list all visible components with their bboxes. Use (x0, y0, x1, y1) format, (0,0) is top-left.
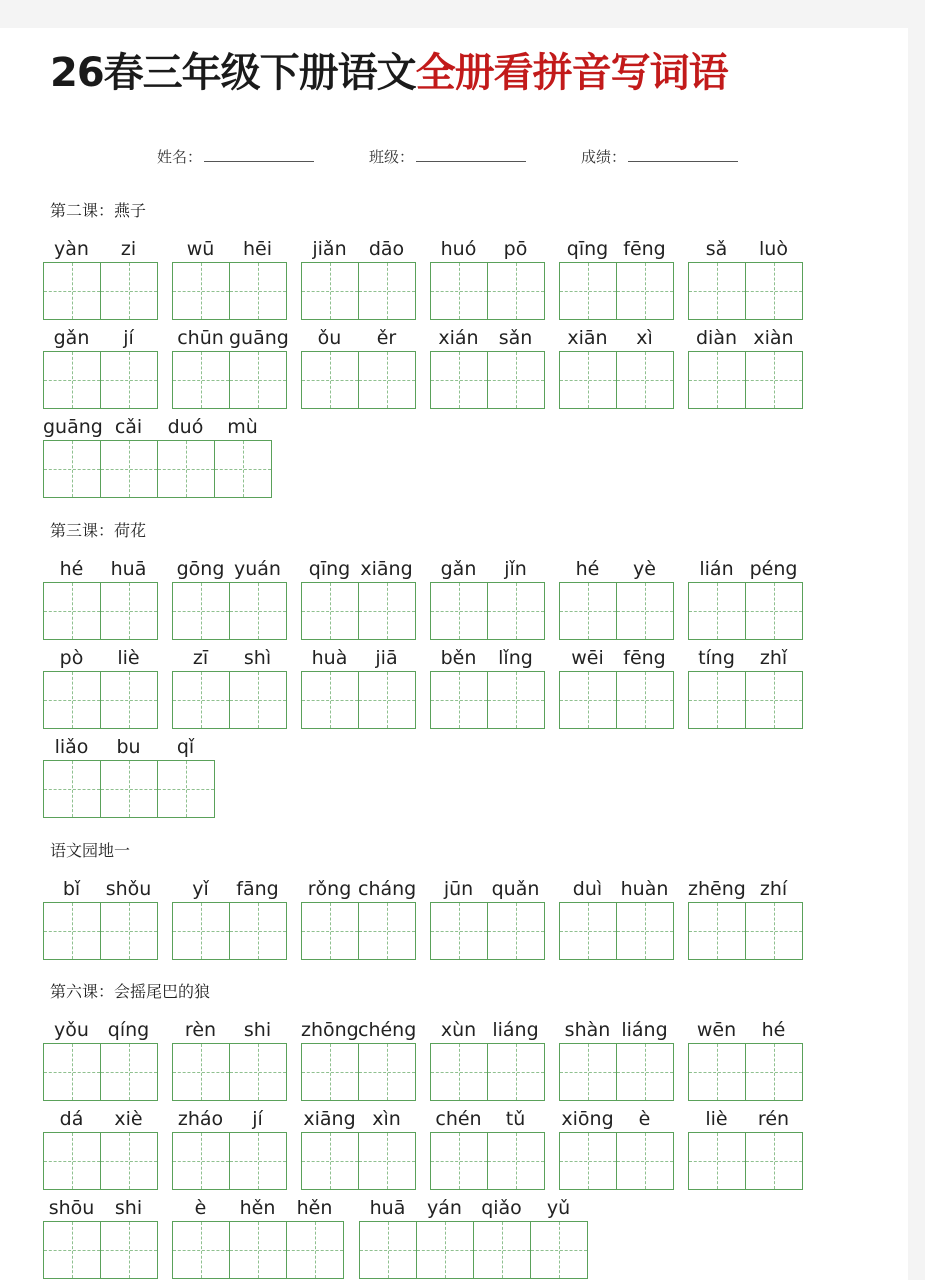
pinyin-label: huā (369, 1197, 406, 1219)
name-field (157, 146, 314, 170)
pinyin-label: yuán (234, 558, 281, 580)
pinyin-label: fēng (623, 238, 666, 260)
pinyin-label: fēng (623, 647, 666, 669)
word-item (301, 1108, 416, 1191)
pinyin-label: gǎn (53, 327, 90, 349)
pinyin-label: huàn (620, 878, 669, 900)
writing-box[interactable] (100, 671, 158, 729)
pinyin-label: bǐ (62, 878, 81, 900)
pinyin-label: sǎn (498, 327, 533, 349)
pinyin-label: zhēng (688, 878, 746, 900)
writing-box[interactable] (487, 582, 545, 640)
writing-box[interactable] (358, 1043, 416, 1101)
writing-box[interactable] (301, 262, 359, 320)
pinyin-label: shi (114, 1197, 143, 1219)
writing-box[interactable] (229, 262, 287, 320)
name-blank[interactable] (204, 147, 314, 162)
pinyin-label: chéng (358, 1019, 417, 1041)
word-item (43, 1197, 158, 1280)
pinyin-label: zhí (759, 878, 788, 900)
writing-box[interactable] (487, 902, 545, 960)
word-item (559, 1019, 674, 1102)
pinyin-label: pō (503, 238, 528, 260)
writing-box[interactable] (745, 902, 803, 960)
writing-box[interactable] (559, 351, 617, 409)
writing-box[interactable] (43, 440, 101, 498)
writing-box[interactable] (530, 1221, 588, 1279)
writing-box[interactable] (616, 1043, 674, 1101)
word-item (301, 878, 416, 961)
word-item (172, 238, 287, 321)
word-item (172, 647, 287, 730)
word-item (430, 238, 545, 321)
writing-box[interactable] (559, 582, 617, 640)
pinyin-label: yàn (54, 238, 89, 260)
writing-box[interactable] (559, 1132, 617, 1190)
writing-box[interactable] (100, 1043, 158, 1101)
pinyin-label: qiǎo (481, 1197, 522, 1219)
word-item (43, 558, 158, 641)
pinyin-label: sǎ (705, 238, 728, 260)
writing-box[interactable] (172, 902, 230, 960)
pinyin-label: tíng (698, 647, 735, 669)
section-heading: 第二课：燕子 (50, 201, 147, 220)
word-item (430, 1108, 545, 1191)
word-item (430, 878, 545, 961)
pinyin-label: luò (759, 238, 788, 260)
pinyin-label: xì (636, 327, 653, 349)
writing-box[interactable] (43, 1132, 101, 1190)
word-item (559, 878, 674, 961)
pinyin-label: yǐ (192, 878, 209, 900)
writing-box[interactable] (172, 262, 230, 320)
pinyin-label: dá (59, 1108, 84, 1130)
writing-box[interactable] (559, 902, 617, 960)
word-item (559, 1108, 674, 1191)
pinyin-label: zī (192, 647, 209, 669)
writing-box[interactable] (301, 671, 359, 729)
pinyin-label: shōu (48, 1197, 95, 1219)
writing-box[interactable] (688, 351, 746, 409)
writing-box[interactable] (229, 1221, 287, 1279)
pinyin-label: shǒu (105, 878, 152, 900)
pinyin-label: wēn (696, 1019, 737, 1041)
writing-box[interactable] (43, 1043, 101, 1101)
word-item (43, 238, 158, 321)
word-item (172, 1197, 344, 1280)
writing-box[interactable] (43, 1221, 101, 1279)
word-item (301, 647, 416, 730)
writing-box[interactable] (229, 671, 287, 729)
pinyin-label: zháo (177, 1108, 224, 1130)
pinyin-label: yè (633, 558, 656, 580)
word-item (688, 327, 803, 410)
pinyin-label: pò (59, 647, 84, 669)
writing-box[interactable] (172, 582, 230, 640)
writing-box[interactable] (43, 902, 101, 960)
pinyin-label: liáng (492, 1019, 539, 1041)
word-item (172, 327, 287, 410)
pinyin-label: gōng (176, 558, 225, 580)
writing-box[interactable] (616, 351, 674, 409)
writing-box[interactable] (157, 440, 215, 498)
pinyin-label: lián (699, 558, 734, 580)
word-item (430, 558, 545, 641)
score-blank[interactable] (628, 147, 738, 162)
pinyin-label: jiǎn (312, 238, 347, 260)
pinyin-label: hěn (296, 1197, 333, 1219)
pinyin-label: qīng (566, 238, 609, 260)
writing-box[interactable] (745, 1132, 803, 1190)
writing-box[interactable] (301, 902, 359, 960)
pinyin-label: hěn (239, 1197, 276, 1219)
writing-box[interactable] (559, 262, 617, 320)
pinyin-label: fāng (236, 878, 279, 900)
pinyin-label: gǎn (440, 558, 477, 580)
pinyin-label: jí (252, 1108, 263, 1130)
writing-box[interactable] (487, 351, 545, 409)
word-item (430, 327, 545, 410)
writing-box[interactable] (358, 902, 416, 960)
writing-box[interactable] (100, 1132, 158, 1190)
writing-box[interactable] (172, 1132, 230, 1190)
pinyin-label: è (194, 1197, 207, 1219)
writing-box[interactable] (688, 582, 746, 640)
writing-box[interactable] (430, 351, 488, 409)
pinyin-label: hé (59, 558, 84, 580)
writing-box[interactable] (430, 1132, 488, 1190)
writing-box[interactable] (430, 582, 488, 640)
pinyin-label: liè (705, 1108, 728, 1130)
writing-box[interactable] (559, 671, 617, 729)
writing-box[interactable] (487, 262, 545, 320)
class-blank[interactable] (416, 147, 526, 162)
pinyin-label: rǒng (307, 878, 352, 900)
pinyin-label: diàn (695, 327, 738, 349)
writing-box[interactable] (43, 351, 101, 409)
writing-box[interactable] (214, 440, 272, 498)
pinyin-label: rén (757, 1108, 790, 1130)
writing-box[interactable] (430, 262, 488, 320)
pinyin-label: tǔ (505, 1108, 526, 1130)
writing-box[interactable] (559, 1043, 617, 1101)
pinyin-label: zhōng (301, 1019, 359, 1041)
pinyin-label: mù (227, 416, 258, 438)
pinyin-label: liáng (621, 1019, 668, 1041)
writing-box[interactable] (286, 1221, 344, 1279)
pinyin-label: hé (761, 1019, 786, 1041)
pinyin-label: wēi (571, 647, 604, 669)
writing-box[interactable] (358, 1132, 416, 1190)
word-item (301, 238, 416, 321)
pinyin-label: huà (311, 647, 348, 669)
writing-box[interactable] (688, 1043, 746, 1101)
word-item (430, 647, 545, 730)
writing-box[interactable] (229, 1043, 287, 1101)
word-item (688, 238, 803, 321)
pinyin-label: xiān (567, 327, 608, 349)
writing-box[interactable] (745, 262, 803, 320)
writing-box[interactable] (172, 1221, 230, 1279)
pinyin-label: zi (120, 238, 137, 260)
score-field (581, 146, 738, 170)
writing-box[interactable] (430, 671, 488, 729)
word-item (301, 558, 416, 641)
word-item (688, 558, 803, 641)
pinyin-label: lǐng (498, 647, 533, 669)
pinyin-label: shi (243, 1019, 272, 1041)
pinyin-label: shì (243, 647, 272, 669)
word-item (43, 736, 215, 819)
pinyin-label: xiāng (360, 558, 413, 580)
word-item (559, 327, 674, 410)
writing-box[interactable] (616, 1132, 674, 1190)
pinyin-label: yǒu (54, 1019, 89, 1041)
writing-box[interactable] (229, 582, 287, 640)
pinyin-label: duì (572, 878, 603, 900)
pinyin-label: liǎo (54, 736, 89, 758)
writing-box[interactable] (616, 262, 674, 320)
word-item (172, 878, 287, 961)
pinyin-label: xiè (114, 1108, 143, 1130)
writing-box[interactable] (301, 351, 359, 409)
word-item (43, 416, 272, 499)
writing-box[interactable] (43, 671, 101, 729)
writing-box[interactable] (359, 1221, 417, 1279)
pinyin-label: qǐ (176, 736, 195, 758)
writing-box[interactable] (358, 351, 416, 409)
writing-box[interactable] (172, 671, 230, 729)
section-heading: 第六课：会摇尾巴的狼 (50, 982, 211, 1001)
writing-box[interactable] (100, 760, 158, 818)
writing-box[interactable] (487, 1043, 545, 1101)
score-label: 成绩： (581, 148, 627, 166)
word-item (43, 1019, 158, 1102)
pinyin-label: liè (117, 647, 140, 669)
pinyin-label: huā (110, 558, 147, 580)
pinyin-label: cháng (358, 878, 417, 900)
writing-box[interactable] (229, 351, 287, 409)
pinyin-label: chūn (177, 327, 224, 349)
writing-box[interactable] (430, 1043, 488, 1101)
pinyin-label: wū (186, 238, 215, 260)
pinyin-label: ǒu (317, 327, 342, 349)
word-item (43, 1108, 158, 1191)
writing-box[interactable] (688, 902, 746, 960)
word-item (43, 647, 158, 730)
writing-box[interactable] (416, 1221, 474, 1279)
pinyin-label: xùn (440, 1019, 477, 1041)
pinyin-label: dāo (368, 238, 405, 260)
word-item (43, 878, 158, 961)
pinyin-label: è (638, 1108, 651, 1130)
pinyin-label: jǐn (504, 558, 527, 580)
writing-box[interactable] (301, 1132, 359, 1190)
pinyin-label: guāng (43, 416, 103, 438)
writing-box[interactable] (157, 760, 215, 818)
word-item (359, 1197, 588, 1280)
pinyin-label: guāng (229, 327, 289, 349)
pinyin-label: shàn (564, 1019, 611, 1041)
writing-box[interactable] (430, 902, 488, 960)
writing-box[interactable] (616, 902, 674, 960)
pinyin-label: chén (435, 1108, 482, 1130)
writing-box[interactable] (487, 671, 545, 729)
page-title (50, 48, 728, 108)
pinyin-label: cǎi (114, 416, 143, 438)
pinyin-label: běn (440, 647, 477, 669)
writing-box[interactable] (358, 671, 416, 729)
word-item (688, 1108, 803, 1191)
pinyin-label: jūn (443, 878, 474, 900)
writing-box[interactable] (745, 582, 803, 640)
name-label: 姓名： (157, 148, 203, 166)
pinyin-label: yán (427, 1197, 462, 1219)
word-item (301, 327, 416, 410)
word-item (559, 558, 674, 641)
writing-box[interactable] (100, 262, 158, 320)
writing-box[interactable] (172, 1043, 230, 1101)
word-item (688, 878, 803, 961)
pinyin-label: ěr (376, 327, 397, 349)
writing-box[interactable] (43, 262, 101, 320)
section-heading: 第三课：荷花 (50, 521, 147, 540)
writing-box[interactable] (688, 671, 746, 729)
word-item (172, 1108, 287, 1191)
pinyin-label: jiā (375, 647, 398, 669)
pinyin-label: hé (575, 558, 600, 580)
title-red: 全册看拼音写词语 (415, 50, 728, 96)
writing-box[interactable] (358, 262, 416, 320)
pinyin-label: xiāng (303, 1108, 356, 1130)
word-item (430, 1019, 545, 1102)
writing-box[interactable] (616, 582, 674, 640)
pinyin-label: yǔ (546, 1197, 571, 1219)
word-item (688, 1019, 803, 1102)
writing-box[interactable] (229, 902, 287, 960)
writing-box[interactable] (301, 582, 359, 640)
pinyin-label: huó (440, 238, 477, 260)
writing-box[interactable] (745, 1043, 803, 1101)
writing-box[interactable] (688, 262, 746, 320)
writing-box[interactable] (100, 351, 158, 409)
word-item (172, 558, 287, 641)
pinyin-label: xiàn (753, 327, 794, 349)
pinyin-label: qīng (308, 558, 351, 580)
writing-box[interactable] (473, 1221, 531, 1279)
class-label: 班级： (369, 148, 415, 166)
pinyin-label: bu (116, 736, 141, 758)
writing-box[interactable] (487, 1132, 545, 1190)
writing-box[interactable] (358, 582, 416, 640)
writing-box[interactable] (43, 582, 101, 640)
word-item (688, 647, 803, 730)
writing-box[interactable] (745, 351, 803, 409)
word-item (172, 1019, 287, 1102)
pinyin-label: péng (749, 558, 798, 580)
class-field (369, 146, 526, 170)
writing-box[interactable] (301, 1043, 359, 1101)
writing-box[interactable] (688, 1132, 746, 1190)
pinyin-label: zhǐ (759, 647, 788, 669)
writing-box[interactable] (100, 902, 158, 960)
writing-box[interactable] (100, 582, 158, 640)
pinyin-label: duó (167, 416, 204, 438)
pinyin-label: xìn (372, 1108, 401, 1130)
writing-box[interactable] (100, 1221, 158, 1279)
word-item (43, 327, 158, 410)
word-item (559, 647, 674, 730)
pinyin-label: hēi (242, 238, 272, 260)
writing-box[interactable] (616, 671, 674, 729)
title-black: 26春三年级下册语文 (50, 50, 416, 96)
pinyin-label: quǎn (491, 878, 540, 900)
writing-box[interactable] (100, 440, 158, 498)
writing-box[interactable] (229, 1132, 287, 1190)
pinyin-label: rèn (184, 1019, 217, 1041)
writing-box[interactable] (43, 760, 101, 818)
pinyin-label: jí (123, 327, 134, 349)
pinyin-label: xián (438, 327, 479, 349)
pinyin-label: qíng (107, 1019, 150, 1041)
writing-box[interactable] (745, 671, 803, 729)
word-item (559, 238, 674, 321)
section-heading: 语文园地一 (50, 841, 131, 860)
pinyin-label: xiōng (561, 1108, 614, 1130)
word-item (301, 1019, 416, 1102)
writing-box[interactable] (172, 351, 230, 409)
